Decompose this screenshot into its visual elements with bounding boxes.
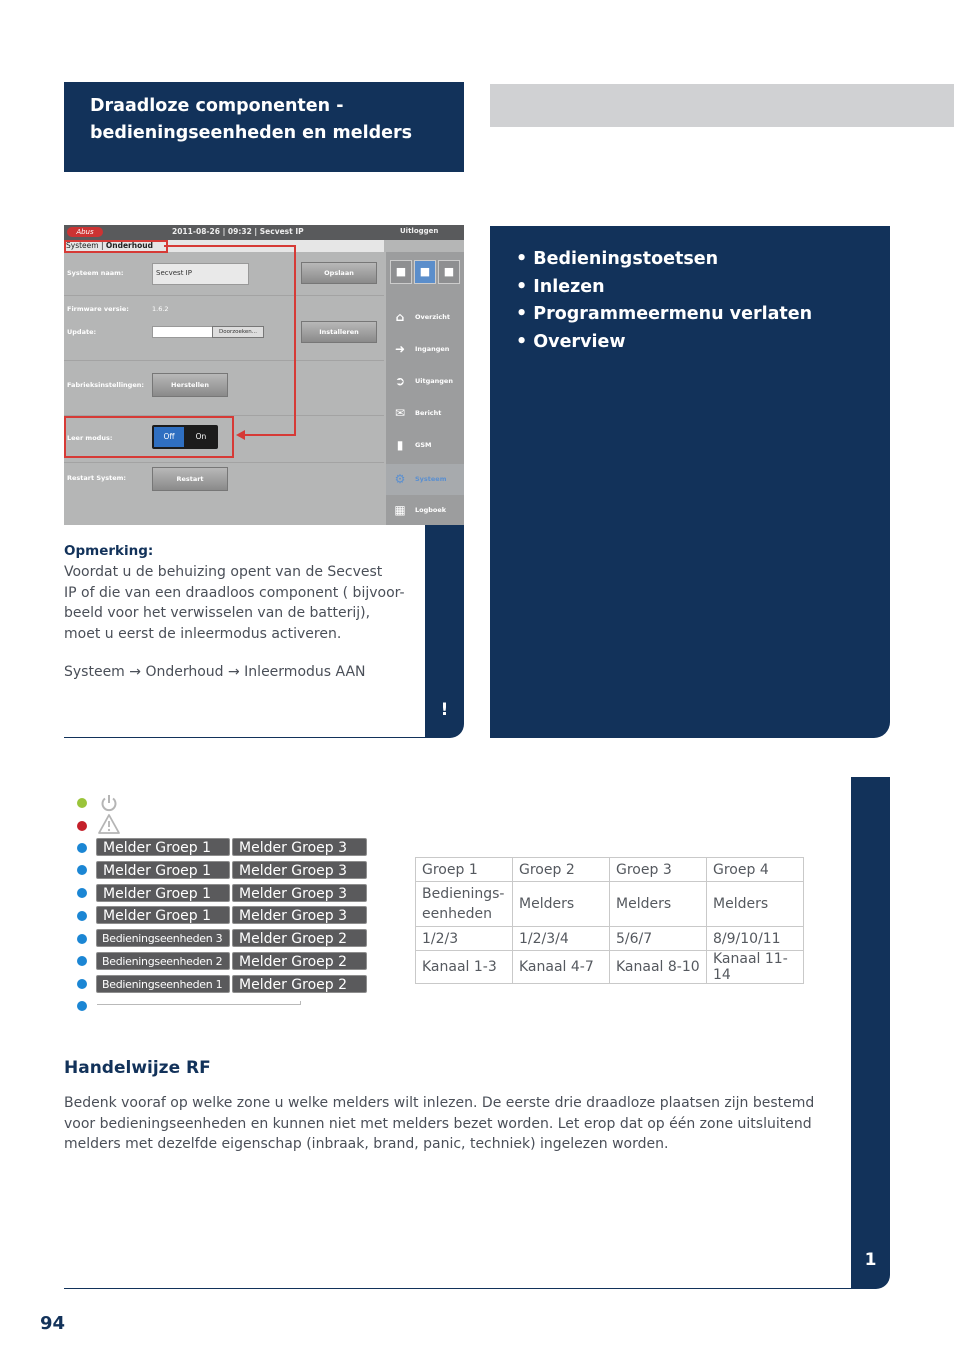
lock-icon[interactable]: ■ (390, 260, 412, 284)
note-rule (64, 737, 426, 738)
restore-button[interactable]: Herstellen (152, 373, 228, 397)
browse-button[interactable]: Doorzoeken... (212, 326, 264, 338)
divider (64, 360, 384, 361)
table-cell: 1/2/3 (416, 927, 513, 951)
callout-line (294, 245, 296, 436)
breadcrumb-highlight (64, 240, 168, 253)
table-cell: Kanaal 1-3 (416, 951, 513, 984)
sidebar-item-inputs[interactable] (386, 334, 464, 365)
blue-led-icon (77, 934, 87, 944)
factory-settings-label: Fabrieksinstellingen: (67, 381, 144, 389)
table-cell: Melders (707, 882, 804, 927)
chapter-title-line2: bedieningseenheden en melders (90, 123, 413, 143)
led-label: Melder Groep 1 (96, 906, 230, 924)
chapter-title (90, 93, 412, 147)
led-label: Melder Groep 1 (96, 838, 230, 856)
restart-label: Restart System: (67, 474, 127, 482)
lock-icon[interactable]: ■ (414, 260, 436, 284)
table-cell: Groep 4 (707, 858, 804, 882)
sidebar-label: Overzicht (415, 313, 450, 321)
feature-list (516, 246, 812, 356)
firmware-label: Firmware versie: (67, 305, 129, 313)
body-line: Bedenk vooraf op welke zone u welke melders wilt inlezen. De eerste drie draadloze plaatsen zijn bestemd (64, 1095, 815, 1111)
section-body (64, 1093, 834, 1155)
sidebar-label: Systeem (415, 475, 447, 483)
divider (64, 295, 384, 296)
toggle-on[interactable]: On (195, 432, 207, 441)
output-arrow-icon: ➲ (394, 374, 406, 388)
home-icon: ⌂ (395, 310, 405, 324)
blue-led-icon (77, 865, 87, 875)
led-label: Melder Groep 1 (96, 884, 230, 902)
note-line: beeld voor het verwisselen van de batterij), (64, 605, 371, 622)
cell-line: Bedienings- (422, 886, 505, 902)
input-arrow-icon: ➜ (394, 342, 406, 356)
table-cell: Groep 3 (610, 858, 707, 882)
sidebar-item-message[interactable] (386, 398, 464, 429)
table-row (416, 858, 804, 882)
chapter-title-line1: Draadloze componenten - (90, 96, 344, 116)
table-cell: 1/2/3/4 (513, 927, 610, 951)
note-title: Opmerking: (64, 543, 154, 559)
led-label: Melder Groep 1 (96, 861, 230, 879)
table-cell: Melders (513, 882, 610, 927)
led-label: Melder Groep 3 (232, 906, 367, 924)
note-line: Voordat u de behuizing opent van de Secvest (64, 564, 383, 580)
callout-line (244, 434, 296, 436)
bullet-panel (490, 226, 890, 738)
table-cell: 8/9/10/11 (707, 927, 804, 951)
power-icon (99, 793, 119, 813)
menu-path: Systeem → Onderhoud → Inleermodus AAN (64, 664, 366, 680)
update-file-input[interactable] (152, 326, 213, 338)
sidebar-item-logbook[interactable] (386, 495, 464, 525)
exclamation-icon: ! (440, 700, 449, 720)
led-label: Melder Groep 3 (232, 861, 367, 879)
sidebar-item-gsm[interactable] (386, 430, 464, 461)
chapter-number: 1 (864, 1250, 877, 1270)
restart-button[interactable]: Restart (152, 467, 228, 491)
table-cell (416, 882, 513, 927)
table-cell: Groep 1 (416, 858, 513, 882)
note-line: moet u eerst de inleermodus activeren. (64, 625, 342, 642)
led-label: Melder Groep 3 (232, 838, 367, 856)
blue-led-icon (77, 956, 87, 966)
blue-led-icon (77, 843, 87, 853)
table-cell: Melders (610, 882, 707, 927)
led-bracket-line (97, 1001, 301, 1005)
install-button[interactable]: Installeren (301, 321, 377, 343)
callout-line (164, 245, 296, 247)
abus-logo: Abus (67, 227, 103, 237)
table-cell: Kanaal 8-10 (610, 951, 707, 984)
divider (64, 462, 384, 463)
sidebar-label: GSM (415, 441, 432, 449)
gears-icon: ⚙ (394, 472, 406, 486)
blue-led-icon (77, 888, 87, 898)
list-item: • Inlezen (516, 274, 812, 302)
sidebar-label: Bericht (415, 409, 442, 417)
blue-led-icon (77, 911, 87, 921)
led-label: Melder Groep 3 (232, 884, 367, 902)
date-time-device: 2011-08-26 | 09:32 | Secvest IP (172, 227, 304, 236)
toggle-off[interactable]: Off (154, 427, 184, 447)
note-text (64, 562, 419, 644)
breadcrumb-separator: | (98, 241, 106, 250)
led-label: Bedieningseenheden 1 (96, 975, 230, 993)
table-cell: Groep 2 (513, 858, 610, 882)
warning-icon (97, 813, 121, 835)
list-item: • Overview (516, 329, 812, 357)
callout-arrow-icon (236, 430, 245, 440)
led-label: Bedieningseenheden 2 (96, 952, 230, 970)
table-row (416, 927, 804, 951)
sidebar-label: Logboek (415, 506, 447, 514)
table-row (416, 882, 804, 927)
header-grey-bar (490, 84, 954, 127)
sidebar-item-system[interactable] (386, 464, 464, 495)
led-label: Bedieningseenheden 3 (96, 929, 230, 947)
blue-led-icon (77, 979, 87, 989)
bottom-rule (64, 1288, 851, 1289)
learn-mode-highlight (64, 416, 234, 458)
lock-icon[interactable]: ■ (438, 260, 460, 284)
led-label: Melder Groep 2 (232, 975, 367, 993)
table-cell: Kanaal 4-7 (513, 951, 610, 984)
logbook-icon: ▦ (394, 503, 406, 517)
breadcrumb-maintenance[interactable]: Onderhoud (105, 241, 153, 250)
sidebar-item-outputs[interactable] (386, 366, 464, 397)
chapter-tab (851, 777, 890, 1289)
list-item: • Programmeermenu verlaten (516, 301, 812, 329)
envelope-icon: ✉ (394, 406, 406, 420)
learn-mode-label: Leer modus: (67, 434, 113, 442)
update-label: Update: (67, 328, 97, 336)
blue-led-icon (77, 1001, 87, 1011)
led-label: Melder Groep 2 (232, 952, 367, 970)
breadcrumb-system[interactable]: Systeem (66, 241, 99, 250)
page-number: 94 (40, 1313, 66, 1334)
signal-icon: ▮ (396, 438, 404, 452)
table-cell: Kanaal 11-14 (707, 951, 804, 984)
logout-link[interactable]: Uitloggen (400, 227, 439, 235)
list-item: • Bedieningstoetsen (516, 246, 812, 274)
group-table (415, 857, 804, 984)
cell-line: eenheden (422, 906, 492, 922)
section-title: Handelwijze RF (64, 1058, 211, 1078)
led-label: Melder Groep 2 (232, 929, 367, 947)
firmware-version: 1.6.2 (152, 305, 169, 313)
arm-state-icons (390, 260, 460, 282)
save-button[interactable]: Opslaan (301, 262, 377, 284)
body-line: melders met dezelfde eigenschap (inbraak, brand, panic, techniek) ingelezen worden. (64, 1136, 669, 1153)
chapter-title-box (64, 82, 464, 172)
web-interface-screenshot (64, 225, 464, 525)
sidebar-label: Ingangen (415, 345, 450, 353)
sidebar-item-overview[interactable] (386, 302, 464, 333)
system-name-label: Systeem naam: (67, 269, 124, 277)
table-row (416, 951, 804, 984)
body-line: voor bedieningseenheden en kunnen niet met melders bezet worden. Let erop dat op één zone uitsluitend (64, 1115, 812, 1132)
green-led-icon (77, 798, 87, 808)
table-cell: 5/6/7 (610, 927, 707, 951)
red-led-icon (77, 821, 87, 831)
note-line: IP of die van een draadloos component ( bijvoor- (64, 584, 405, 601)
sidebar-label: Uitgangen (415, 377, 453, 385)
system-name-input[interactable]: Secvest IP (152, 263, 249, 285)
